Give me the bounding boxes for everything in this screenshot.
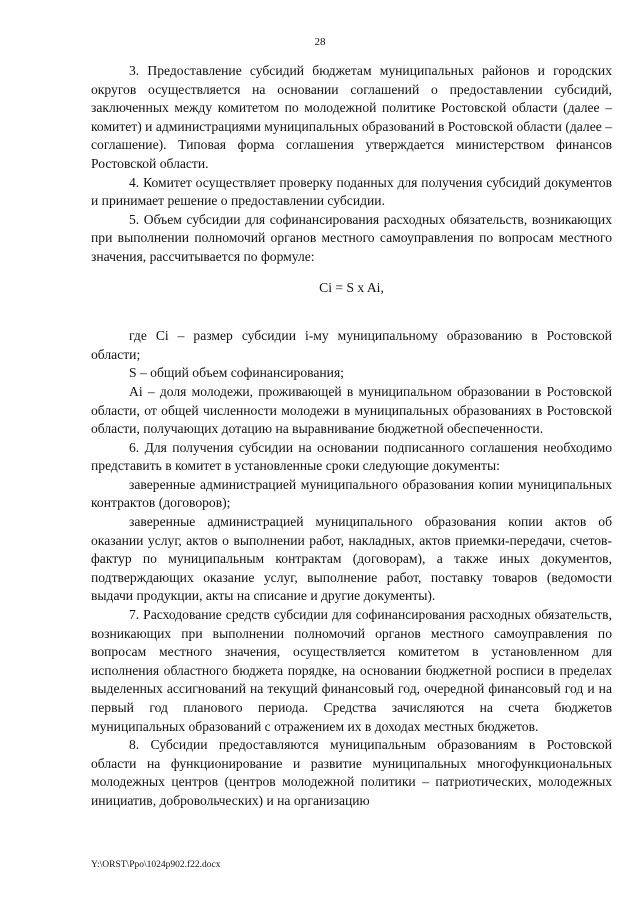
page-number: 28 [314,36,326,48]
definition-ai: Ai – доля молодежи, проживающей в муниципальном образовании в Ростовской области, от общей численности молодежи в муниципальных образованиях в Ростовской области, получающих дотацию на выравнивание бюджетной обеспеченности. [91,383,612,437]
document-body [91,62,612,811]
paragraph-7: 7. Расходование средств субсидии для софинансирования расходных обязательств, возникающих при выполнении полномочий органов местного самоуправления по вопросам местного значения, осуществляется комитетом в установленном для исполнения областного бюджета порядке, на основании бюджетной росписи в пределах выделенных ассигнований на текущий финансовый год, очередной финансовый год и на первый год планового периода. Средства зачисляются на счета бюджетов муниципальных образований с отражением их в доходах местных бюджетов. [91,607,612,734]
paragraph-4: 4. Комитет осуществляет проверку поданных для получения субсидий документов и принимает решение о предоставлении субсидии. [91,174,612,209]
definition-s: S – общий объем софинансирования; [129,365,344,381]
formula: Ci = S x Ai, [319,279,384,295]
list-item-contracts: заверенные администрацией муниципального образования копии муниципальных контрактов (договоров); [91,476,612,511]
paragraph-5: 5. Объем субсидии для софинансирования расходных обязательств, возникающих при выполнении полномочий органов местного самоуправления по вопросам местного значения, рассчитывается по формуле: [91,211,612,264]
paragraph-3: 3. Предоставление субсидий бюджетам муниципальных районов и городских округов осуществляется на основании соглашений о предоставлении субсидий, заключенных между комитетом по молодежной политике Ростовской области (далее – комитет) и администрациями муниципальных образований в Ростовской области (далее – соглашение). Типовая форма соглашения утверждается министерством финансов Ростовской области. [91,63,612,171]
file-path-footer: Y:\ORST\Ppo\1024p902.f22.docx [91,860,221,870]
paragraph-8: 8. Субсидии предоставляются муниципальным образованиям в Ростовской области на функционирование и развитие муниципальных многофункциональных молодежных центров (центров молодежной политики – патриотических, молодежных инициатив, добровольческих) и на организацию [91,737,612,808]
list-item-acts: заверенные администрацией муниципального образования копии актов об оказании услуг, актов о выполнении работ, накладных, актов приемки-передачи, счетов-фактур по муниципальным контрактам (договорам), а также иных документов, подтверждающих оказание услуг, выполнение работ, поставку товаров (ведомости выдачи продукции, акты на списание и другие документы). [91,514,612,604]
definition-ci: где Ci – размер субсидии i-му муниципальному образованию в Ростовской области; [91,328,612,362]
paragraph-6: 6. Для получения субсидии на основании подписанного соглашения необходимо представить в комитет в установленные сроки следующие документы: [91,439,612,474]
